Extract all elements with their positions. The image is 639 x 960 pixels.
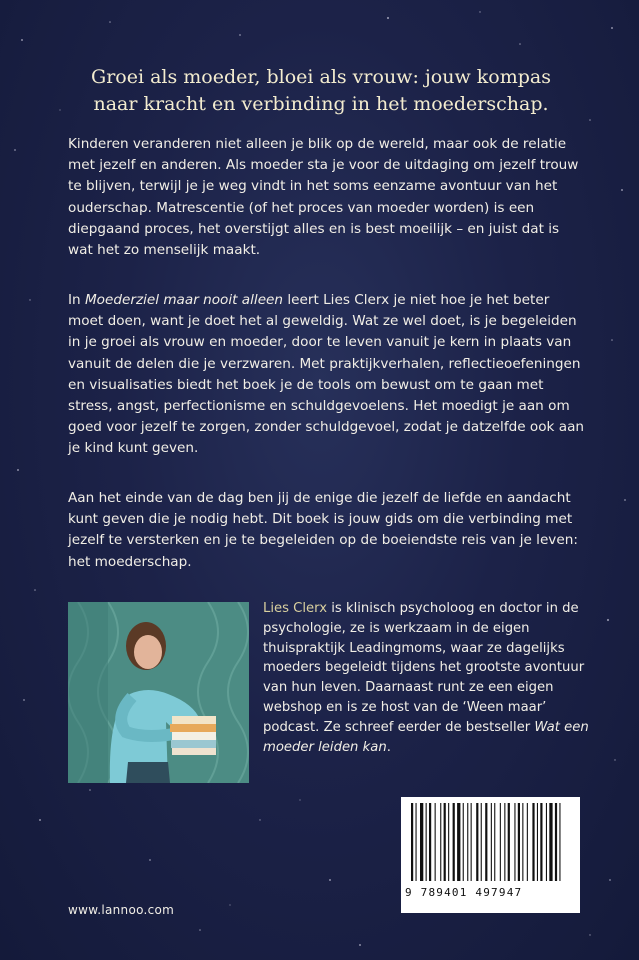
author-bio-end: . [386, 739, 391, 755]
author-name: Lies Clerx [263, 601, 328, 616]
tagline-line-2: naar kracht en verbinding in het moederschap. [93, 93, 549, 115]
tagline [40, 64, 602, 118]
publisher-website: www.lannoo.com [68, 903, 175, 917]
author-bio [263, 599, 593, 757]
barcode-bars [401, 797, 580, 887]
description-paragraph-1: Kinderen veranderen niet alleen je blik op de wereld, maar ook de relatie met jezelf en anderen. Als moeder sta je voor de uitdaging om jezelf trouw te blijven, terwijl je je weg vindt in het soms eenzame avontuur van het ouderschap. Matrescentie (of het proces van moeder worden) is een diepgaand proces, het overstijgt alles en is best moeilijk – en juist dat is wat het zo menselijk maakt. [68, 136, 579, 259]
paragraph-2-intro: In [68, 292, 85, 308]
tagline-line-1: Groei als moeder, bloei als vrouw: jouw kompas [91, 66, 551, 88]
description-paragraph-3: Aan het einde van de dag ben jij de enige die jezelf de liefde en aandacht kunt geven die je nodig hebt. Dit boek is jouw gids om die verbinding met jezelf te versterken en je te begeleiden op de boeiendste reis van je leven: het moederschap. [68, 490, 578, 570]
paragraph-2-body: leert Lies Clerx je niet hoe je het beter moet doen, want je doet het al geweldig. Wat ze wel doet, is je begeleiden in je groei als vrouw en moeder, door te leven vanuit je kern in plaats van vanuit de delen die je verzwaren. Met praktijkverhalen, reflectieoefeningen en visualisaties biedt het boek je de tools om bewust om te gaan met stress, angst, perfectionisme en schuldgevoelens. Het moedigt je aan om goed voor jezelf te zorgen, zonder schuldgevoel, zodat je datzelfde ook aan je kind kunt geven. [68, 292, 585, 457]
author-bio-text: is klinisch psycholoog en doctor in de psychologie, ze is werkzaam in de eigen thuispraktijk Leadingmoms, waar ze dagelijks moeders begeleidt tijdens het grootste avontuur van hun leven. Daarnaast runt ze een eigen webshop en is ze host van de ‘Ween maar’ podcast. Ze schreef eerder de bestseller [263, 601, 585, 735]
isbn-digits: 9 789401 497947 [405, 886, 523, 899]
previous-book-title: Wat een moeder leiden kan [263, 719, 589, 755]
book-title: Moederziel maar nooit alleen [84, 292, 284, 308]
author-photo [68, 602, 249, 783]
description-paragraph-2 [68, 290, 588, 460]
